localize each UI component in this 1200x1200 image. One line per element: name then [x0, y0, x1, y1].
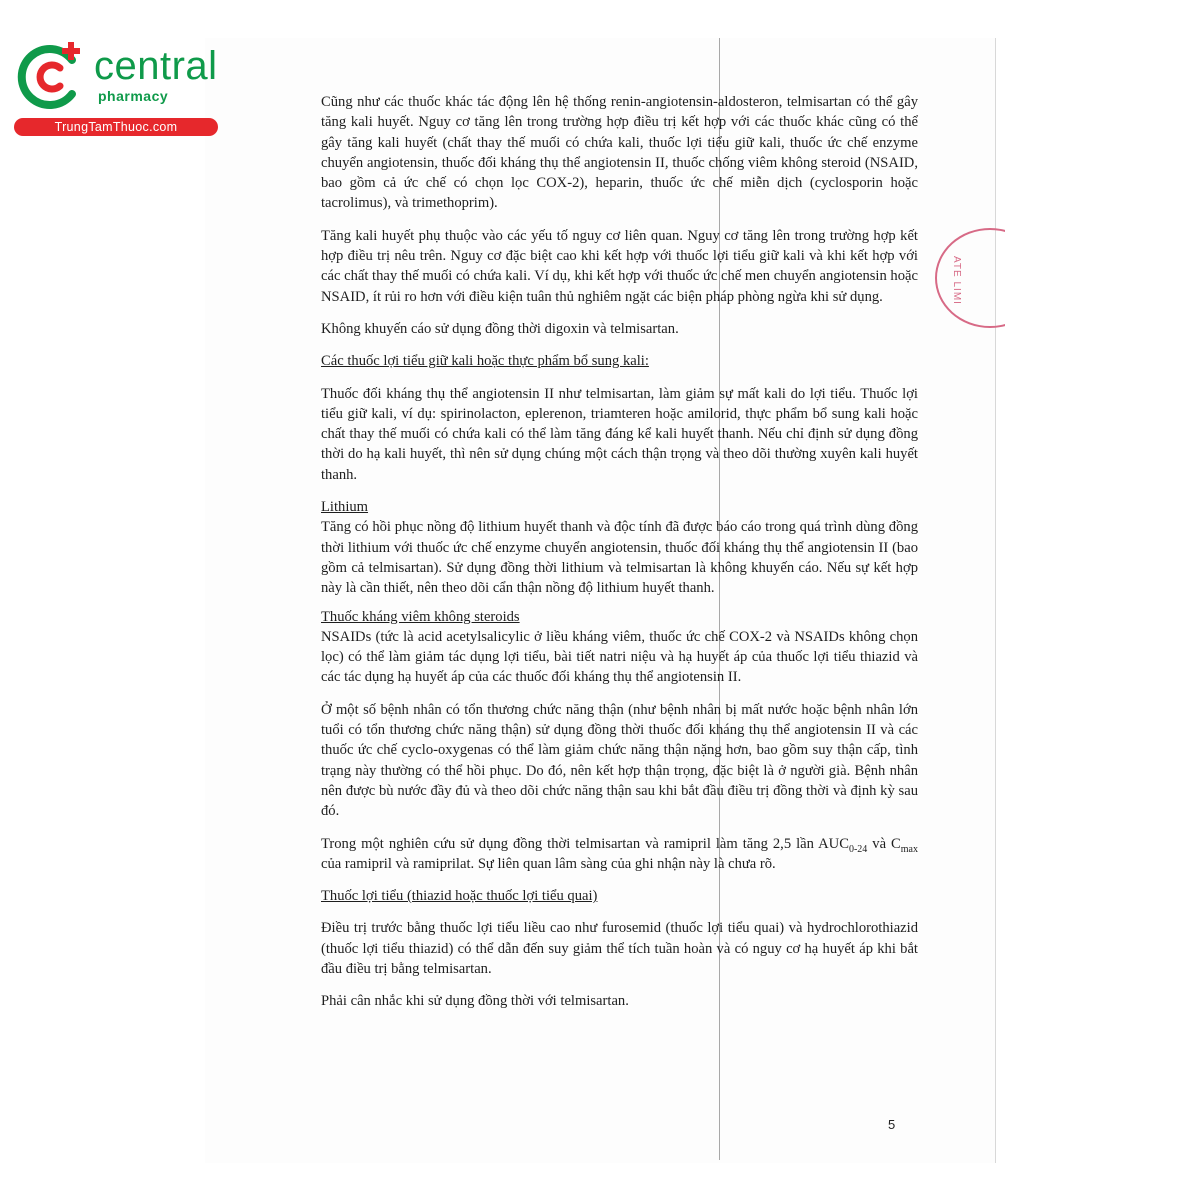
section-heading-nsaids: Thuốc kháng viêm không steroids: [321, 608, 520, 625]
logo-website-link[interactable]: TrungTamThuoc.com: [14, 118, 218, 136]
paragraph-diuretics: Điều trị trước bằng thuốc lợi tiểu liều cao như furosemid (thuốc lợi tiểu quai) và hydrochlorothiazid (thuốc lợi tiểu thiazid) có thể dẫn đến suy giảm thể tích tuần hoàn và có nguy cơ hạ huyết áp khi bắt đầu điều trị bằng telmisartan.: [321, 920, 918, 977]
auc-subscript: 0-24: [848, 843, 868, 855]
ramipril-text-b: và C: [867, 835, 901, 852]
central-pharmacy-logo-icon: [12, 38, 88, 114]
section-heading-diuretics: Thuốc lợi tiểu (thiazid hoặc thuốc lợi tiểu quai): [321, 888, 598, 905]
document-body: [321, 92, 918, 1012]
company-stamp: [935, 228, 1005, 328]
stamp-text: ATE LIMI: [951, 256, 962, 305]
section-heading-potassium: Các thuốc lợi tiểu giữ kali hoặc thực phẩm bổ sung kali:: [321, 353, 649, 370]
central-pharmacy-logo[interactable]: [8, 38, 218, 138]
cmax-subscript: max: [900, 843, 918, 855]
paragraph-hyperkalemia-intro: Cũng như các thuốc khác tác động lên hệ thống renin-angiotensin-aldosteron, telmisartan có thể gây tăng kali huyết. Nguy cơ tăng lên trong trường hợp điều trị kết hợp với các thuốc khác cũng có thể gây tăng kali huyết (chất thay thế muối có chứa kali, thuốc lợi tiểu giữ kali, thuốc ức chế enzyme chuyển angiotensin, thuốc đối kháng thụ thể angiotensin II, thuốc chống viêm không steroid (NSAID, bao gồm cả ức chế có chọn lọc COX-2), heparin, thuốc ức chế miễn dịch (cyclosporin hoặc tacrolimus), và trimethoprim).: [321, 94, 918, 212]
page-number: 5: [888, 1117, 896, 1132]
ramipril-text-c: của ramipril và ramiprilat. Sự liên quan lâm sàng của ghi nhận này là chưa rõ.: [321, 855, 776, 872]
section-heading-lithium: Lithium: [321, 499, 369, 516]
stamp-ring: [935, 228, 1005, 328]
logo-brand-text: central: [94, 44, 218, 88]
ramipril-text-a: Trong một nghiên cứu sử dụng đồng thời telmisartan và ramipril làm tăng 2,5 lần AUC: [321, 835, 849, 852]
paragraph-lithium: Tăng có hồi phục nồng độ lithium huyết thanh và độc tính đã được báo cáo trong quá trình dùng đồng thời lithium với thuốc ức chế enzyme chuyển angiotensin, thuốc đối kháng thụ thể angiotensin II (bao gồm cả telmisartan). Sử dụng đồng thời lithium và telmisartan là không khuyến cáo. Nếu sự kết hợp này là cần thiết, nên theo dõi cẩn thận nồng độ lithium huyết thanh.: [321, 519, 918, 597]
paragraph-ramipril: [321, 834, 918, 875]
paragraph-renal-impairment: Ở một số bệnh nhân có tổn thương chức năng thận (như bệnh nhân bị mất nước hoặc bệnh nhân lớn tuổi có tổn thương chức năng thận) sử dụng đồng thời thuốc đối kháng thụ thể angiotensin II và các thuốc ức chế cyclo-oxygenas có thể làm giảm chức năng thận nặng hơn, bao gồm suy thận cấp, tình trạng này thường có thể hồi phục. Do đó, nên kết hợp thận trọng, đặc biệt là ở người già. Bệnh nhân nên được bù nước đầy đủ và theo dõi chức năng thận sau khi bắt đầu điều trị đồng thời và định kỳ sau đó.: [321, 701, 918, 820]
paragraph-nsaids: NSAIDs (tức là acid acetylsalicylic ở liều kháng viêm, thuốc ức chế COX-2 và NSAIDs không chọn lọc) có thể làm giảm tác dụng lợi tiểu, bài tiết natri niệu và hạ huyết áp của thuốc lợi tiểu thiazid và các tác dụng hạ huyết áp của các thuốc đối kháng thụ thể angiotensin II.: [321, 628, 918, 686]
paragraph-digoxin: Không khuyến cáo sử dụng đồng thời digoxin và telmisartan.: [321, 320, 679, 337]
paragraph-hyperkalemia-risk: Tăng kali huyết phụ thuộc vào các yếu tố nguy cơ liên quan. Nguy cơ tăng lên trong trường hợp kết hợp điều trị nêu trên. Nguy cơ đặc biệt cao khi kết hợp với thuốc lợi tiểu giữ kali và khi kết hợp với các chất thay thế muối có chứa kali. Ví dụ, khi kết hợp với thuốc ức chế men chuyển angiotensin hoặc NSAID, ít rủi ro hơn với điều kiện tuân thủ nghiêm ngặt các biện pháp phòng ngừa khi sử dụng.: [321, 227, 918, 305]
paragraph-potassium: Thuốc đối kháng thụ thể angiotensin II như telmisartan, làm giảm sự mất kali do lợi tiểu. Thuốc lợi tiểu giữ kali, ví dụ: spirinolacton, eplerenon, triamteren hoặc amilorid, thực phẩm bổ sung kali hoặc chất thay thế muối có chứa kali có thể làm tăng đáng kể kali huyết thanh. Nếu chỉ định sử dụng đồng thời do hạ kali huyết, thì nên sử dụng chúng một cách thận trọng và theo dõi thường xuyên kali huyết thanh.: [321, 385, 918, 483]
logo-subtitle: pharmacy: [98, 88, 169, 104]
paragraph-caution: Phải cân nhắc khi sử dụng đồng thời với telmisartan.: [321, 993, 629, 1010]
